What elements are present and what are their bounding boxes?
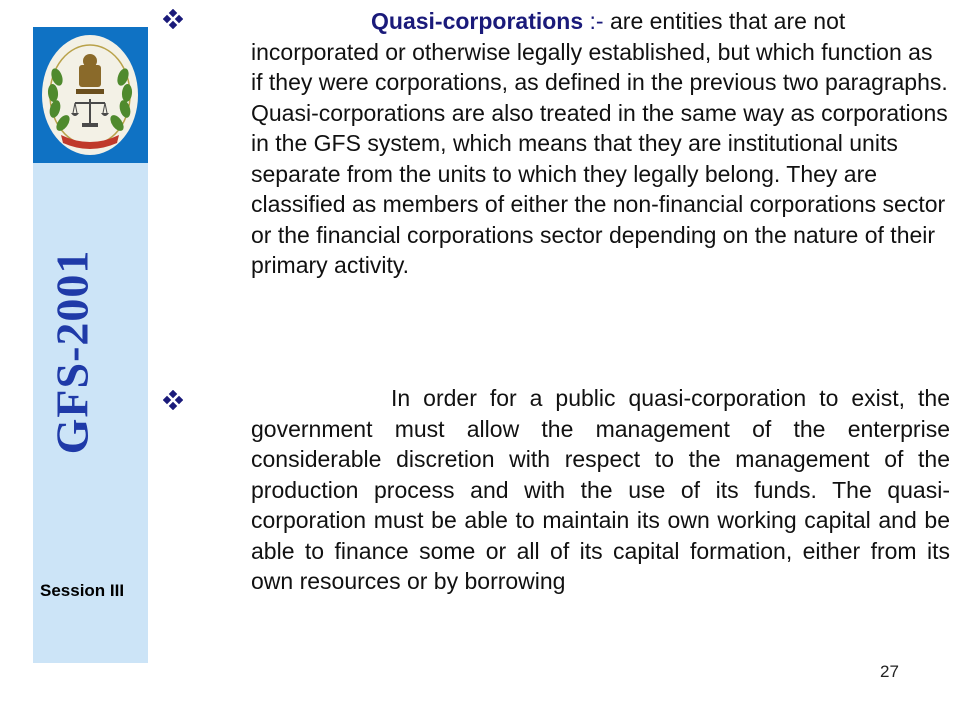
diamond-bullet-icon [163,390,183,410]
sidebar-title-text: GFS-2001 [46,249,98,455]
session-label: Session III [40,581,125,600]
paragraph-quasi-corporations [251,6,950,281]
paragraph-body-text: In order for a public quasi-corporation to exist, the government must allow the management of the enterprise considerable discretion with respect to the management of the production process and with the use of its funds. The quasi-corporation must be able to maintain its own working capital and be able to finance some or all of its capital formation, either from its own resources or by borrowing [251,385,950,594]
page-number: 27 [880,662,899,681]
paragraph-body-text: are entities that are not incorporated or otherwise legally established, but which function as if they were corporations, as defined in the previous two paragraphs. Quasi-corporations are also treated in the same way as corporations in the GFS system, which means that they are institutional units separate from the units to which they legally belong. They are classified as members of either the non-financial corporations sector or the financial corporations sector depending on the nature of their primary activity. [251,8,948,278]
paragraph-public-quasi-corporation [251,383,950,597]
sidebar-title-vertical [44,237,100,467]
paragraph-lead-term: Quasi-corporations [371,8,584,34]
emblem-logo [33,27,148,163]
paragraph-lead-separator: :- [583,8,604,34]
diamond-bullet-icon [163,9,183,29]
emblem-logo-graphic [33,27,148,163]
